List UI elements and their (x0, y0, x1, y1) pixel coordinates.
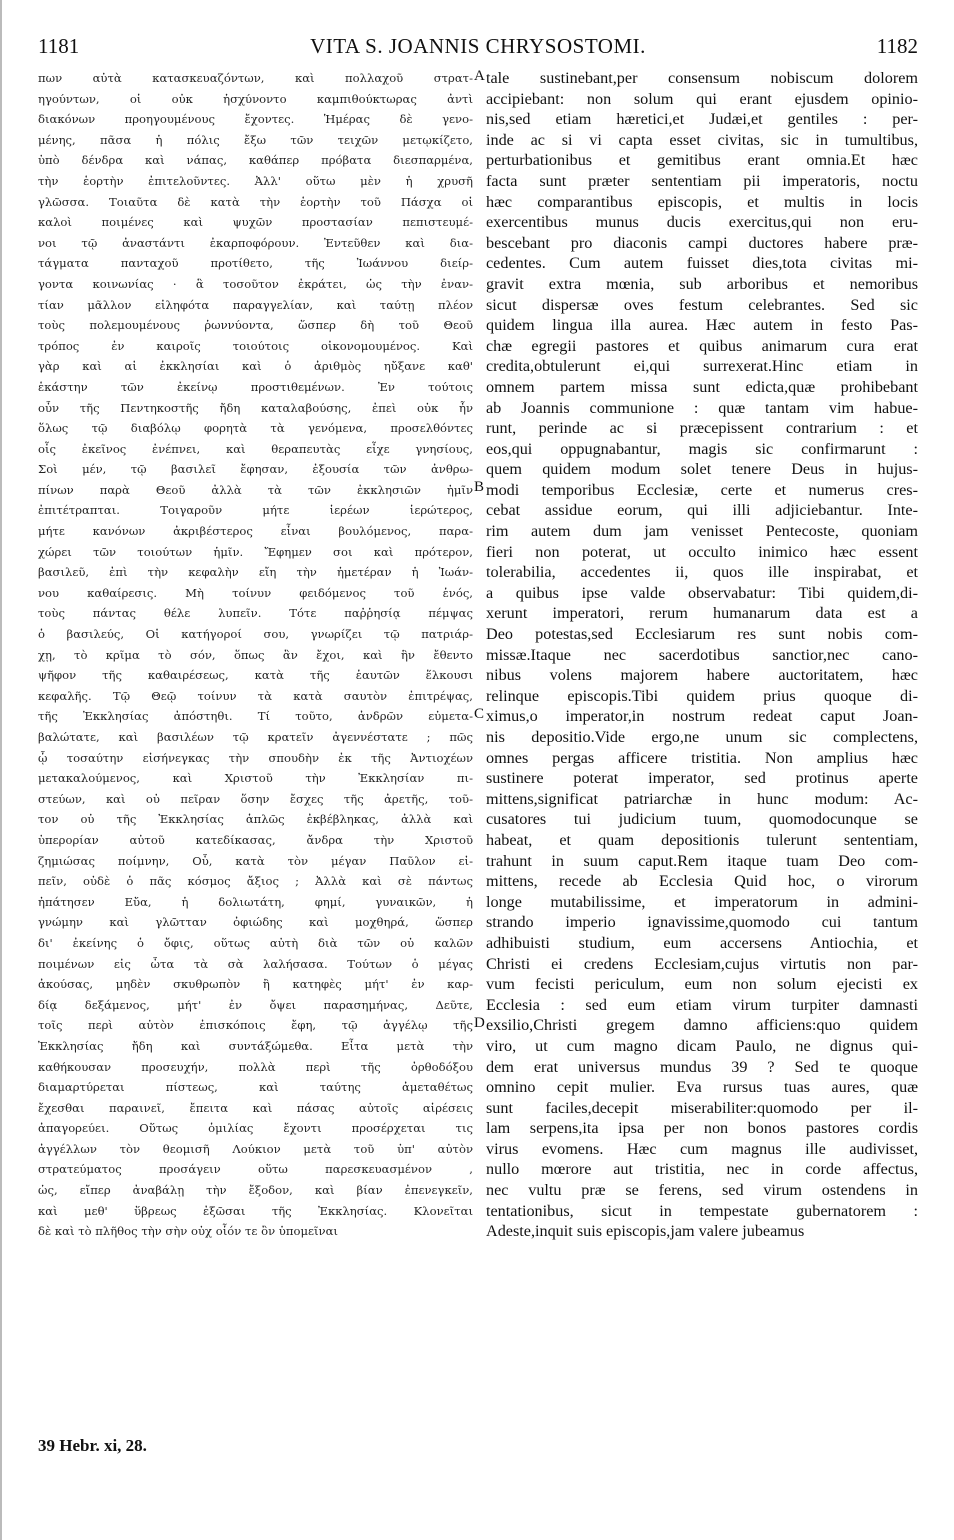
latin-text-line: Ecclesia : sed eum etiam virum turpiter damnasti (486, 995, 918, 1014)
latin-text-line: cebat assidue eorum, qui illi adjiciebantur. Inte- (486, 501, 918, 520)
greek-text-line: τοὺς πολεμουμένους ῥωννύοντα, ὥσπερ δὴ τοῦ Θεοῦ (38, 318, 473, 333)
section-marker-b: B (474, 479, 485, 495)
latin-text-line: Deo potestas,sed Ecclesiarum res sunt nobis com- (486, 625, 918, 644)
latin-text-line: nis depositio.Vide ergo,ne unum sic complectens, (486, 728, 918, 746)
greek-text-line: δίᾳ δεξάμενος, μήτ' ἐν ὄψει παρασημήνας, Δεῦτε, (38, 997, 473, 1012)
section-marker-c: C (474, 706, 485, 722)
latin-text-line: Christi ei credens Ecclesiam,cujus virtutis non par- (486, 954, 918, 973)
latin-text-line: rim autem dum jam venisset Pentecoste, quoniam (486, 522, 918, 541)
latin-text-line: sunt faciles,decepit miserabiliter:quomodo per il- (486, 1098, 918, 1117)
greek-text-line: γοντα κοινωνίας · ἃ τοσοῦτον ἐκράτει, ὡς τὴν ἐναν- (38, 276, 473, 291)
greek-text-line: μετακαλούμενος, καὶ Χριστοῦ τὴν Ἐκκλησίαν πι- (38, 771, 473, 786)
latin-text-line: sustinere poterat imperator, sed protinus aperte (486, 769, 918, 788)
greek-text-line: ηγούντων, οἱ οὐκ ἡσχύνοντο καμπιθούκτωρας ἀντὶ (38, 91, 473, 106)
latin-text-line: trahunt in suum caput.Rem itaque tuam Deo com- (486, 851, 918, 870)
greek-text-line: ἀκούσας, μηδὲν σκυθρωπὸν ἢ κατηφὲς μήτ' ἐν καρ- (38, 977, 473, 992)
greek-text-line: διαμαρτύρεται πίστεως, καὶ ταύτης ἀμεταθέτως (38, 1080, 473, 1095)
latin-text-line: hæc comparantibus episcopis, et multis in locis (486, 192, 918, 211)
greek-text-line: μήτε κανόνων ἀκριβέστερος εἶναι βουλόμενος, παρα- (38, 524, 473, 539)
latin-text-line: tolerabilia, accedentes ii, quos ille inspirabat, et (486, 563, 918, 582)
greek-text-line: ζημιώσας ποίμνην, Οὗ, κατὰ τὸν μέγαν Παῦλον εἰ- (38, 853, 473, 868)
greek-text-line: ὡς, εἴπερ ἀναβάλῃ τὴν ἔξοδον, καὶ βίαν ἐπενεγκεῖν, (38, 1183, 473, 1198)
latin-text-line: cusatores tui judicium tuum, quomodocunque se (486, 810, 918, 829)
greek-text-line: τοῖς περὶ αὐτὸν ἐπισκόποις ἔφη, τῷ ἀγγέλῳ τῆς (38, 1018, 473, 1033)
greek-text-line: πίνων παρὰ Θεοῦ ἀλλὰ τὰ τῶν ἐκκλησιῶν ἡμῖν (38, 482, 473, 497)
greek-text-line: τρόπος ἐν καιροῖς τοιούτοις οἰκονομουμένος. Καὶ (38, 338, 473, 353)
greek-text-line: Σοὶ μέν, τῷ βασιλεῖ ἔφησαν, ἐξουσία τῶν ἀνθρω- (38, 462, 473, 477)
latin-text-line: nis,sed etiam hæretici,et Judæi,et gentiles : per- (486, 110, 918, 129)
greek-text-column (38, 68, 473, 1242)
latin-text-line: gravit extra mœnia, sub arboribus et nemoribus (486, 274, 918, 293)
latin-text-line: inde ac si vi capta esset civitas, sic in tumultibus, (486, 130, 918, 149)
section-marker-d: D (474, 1015, 485, 1031)
latin-text-line: sicut dispersæ oves festum celebrantes. Sed sic (486, 295, 918, 314)
latin-text-line: ab Joannis communione : quæ tantam vim habue- (486, 398, 918, 417)
latin-text-line: facta sunt præter sententiam pii imperatoris, noctu (486, 171, 918, 190)
greek-text-line: μένης, πᾶσα ἡ πόλις ἔξω τῶν τειχῶν μετῳκίζετο, (38, 132, 473, 147)
greek-text-line: ἠπάτησεν Εὔα, ἡ δολιωτάτη, φημί, γυναικῶν, ἡ (38, 894, 473, 909)
greek-text-line: καὶ μεθ' ὕβρεως ἐξῶσαι τῆς Ἐκκλησίας. Κλονεῖται (38, 1203, 473, 1218)
greek-text-line: στρατεύματος προσάγειν οὕτω παρεσκευασμένον , (38, 1162, 473, 1177)
latin-text-line: missæ.Itaque nec sacerdotibus sanctior,nec cano- (486, 645, 918, 664)
latin-text-line: longe mutabilissime, et imperatorum in admini- (486, 892, 918, 911)
greek-text-line: χῃ, τὸ κρῖμα τὸ σόν, ὅπως ἂν ἔχοι, καὶ ἣν ἔθεντο (38, 647, 473, 662)
latin-text-line: bescebant pro diaconis campi ductores habere præ- (486, 233, 918, 252)
greek-text-line: βασιλεῦ, ἐπὶ τὴν κεφαλὴν εἴη τὴν ἡμετέραν ἡ Ἰωάν- (38, 565, 473, 580)
latin-text-column (486, 68, 918, 1242)
latin-text-line: modi temporibus Ecclesiæ, certe et numerus cres- (486, 480, 918, 499)
greek-text-line: τοὺς πάντας θέλε λυπεῖν. Τότε παῤῥησίᾳ πέμψας (38, 606, 473, 621)
latin-text-line: xerunt imperatori, rerum humanarum data est a (486, 604, 918, 623)
greek-text-line: γνώμην καὶ γλῶτταν ὀφιώδης καὶ μοχθηρά, ὥσπερ (38, 915, 473, 930)
latin-text-line: mittens, recede ab Ecclesia Quid hoc, o virorum (486, 872, 918, 891)
greek-text-line: Ἐκκλησίας ἤδη καὶ συντάξώμεθα. Εἶτα μετὰ τὴν (38, 1038, 473, 1053)
greek-text-line: πεῖν, οὐδὲ ὁ πᾶς κόσμος ἄξιος ; Ἀλλὰ καὶ σὲ πάντως (38, 874, 473, 889)
greek-text-line: οἷς ἐκεῖνος ἐνέπνει, καὶ θεραπευτὰς εἶχε γνησίους, (38, 441, 473, 456)
greek-text-line: ἔχεσθαι παραινεῖ, ἔπειτα καὶ πάσας αὐτοῖς αἱρέσεις (38, 1100, 473, 1115)
latin-text-line: vum fecisti periculum, eum non solum ejecisti ex (486, 975, 918, 994)
greek-text-line: ὅλως τῷ διαβόλῳ φορητὰ τὰ γενόμενα, προσελθόντες (38, 421, 473, 436)
greek-text-line: τὴν ἑορτὴν ἐπιτελοῦντες. Ἀλλ' οὕτω μὲν ἡ χρυσῆ (38, 173, 473, 188)
latin-text-line: chæ egregii pastores et quibus animarum cura erat (486, 336, 918, 355)
latin-text-line: habeat, et quam depositionis tulerunt sententiam, (486, 830, 918, 849)
greek-text-line: κεφαλῆς. Τῷ Θεῷ τοίνυν τὰ κατὰ σαυτὸν ἐπιτρέψας, (38, 688, 473, 703)
latin-text-line: nibus volens majorem habere auctoritatem, hæc (486, 666, 918, 685)
running-header (38, 34, 918, 64)
latin-text-line: perturbationibus et gemitibus erant omnia.Et hæc (486, 151, 918, 170)
running-title: VITA S. JOANNIS CHRYSOSTOMI. (310, 34, 646, 58)
greek-text-line: τον οὐ τῆς Ἐκκλησίας ἁπλῶς ἐκβέβληκας, ἀλλὰ καὶ (38, 812, 473, 827)
latin-text-line: quidem lingua illa aurea. Hæc autem in festo Pas- (486, 316, 918, 335)
greek-text-line: ὑπερορίαν αὐτοῦ κατεδίκασας, ἄνδρα τὴν Χριστοῦ (38, 832, 473, 847)
latin-text-line: viro, ut cum magno dicam Paulo, ne dignus qui- (486, 1036, 918, 1055)
page-spine-edge (0, 0, 2, 1540)
greek-text-line: ἀγγέλλων τὸν θεομισῆ Λούκιον μετὰ τοῦ ὑπ' αὐτὸν (38, 1141, 473, 1156)
greek-text-line: γλῶσσα. Τοιαῦτα δὲ κατὰ τὴν ἑορτὴν τοῦ Πάσχα οἱ (38, 194, 473, 209)
latin-text-line: tale sustinebant,per consensum nobiscum dolorem (486, 69, 918, 87)
latin-text-line: omnino cepit mulier. Eva rursus tuas aures, quæ (486, 1078, 918, 1097)
latin-text-line: Adeste,inquit suis episcopis,jam valere jubeamus (486, 1222, 805, 1241)
greek-text-line: χώρει τῶν τοιούτων ἡμῖν. Ἔφημεν σοι καὶ πρότερον, (38, 544, 473, 559)
latin-text-line: omnes pergas afficere tristitia. Non amplius hæc (486, 748, 918, 767)
latin-text-line: omnem partem missa sunt edicta,quæ prohibebant (486, 377, 918, 396)
greek-text-line: νου καθαίρεσις. Μὴ τοίνυν φειδόμενος τοῦ ἑνός, (38, 585, 473, 600)
greek-text-line: ὑπὸ δένδρα καὶ νάπας, καθάπερ πρόβατα διεσπαρμένα, (38, 153, 473, 168)
left-page-number: 1181 (38, 34, 80, 58)
greek-text-line: τάγματα πανταχοῦ προτίθετο, τῆς Ἰωάννου διείρ- (38, 256, 473, 271)
latin-text-line: quem quidem modum solet tenere Deus in hujus- (486, 460, 918, 479)
greek-text-line: καλοὶ ποιμένες καὶ ψυχῶν προστασίαν πεπιστευμέ- (38, 215, 473, 230)
greek-text-line: ἐπιτέτραπται. Τοιγαροῦν μήτε ἱερέων ἱερώτερος, (38, 503, 473, 518)
section-marker-a: A (474, 68, 485, 84)
latin-text-line: accipiebant: non solum qui erant ejusdem opinio- (486, 89, 918, 108)
latin-text-line: ximus,o imperator,in nostrum redeat caput Joan- (486, 707, 918, 726)
greek-text-line: ἑκάστην τῶν ἐκείνῳ προστιθεμένων. Ἐν τούτοις (38, 379, 473, 394)
greek-text-line: γὰρ καὶ αἱ ἐκκλησίαι καὶ ὁ ἀριθμὸς ηὔξανε καθ' (38, 359, 473, 374)
latin-text-line: cedentes. Cum autem fuisset dies,tota civitas mi- (486, 254, 918, 273)
latin-text-line: mittens,significat patriarchæ in hunc modum: Ac- (486, 789, 918, 808)
latin-text-line: relinque episcopis.Tibi quidem prius quoque di- (486, 686, 918, 705)
latin-text-line: credita,obtulerunt ei,qui surrexerat.Hinc etiam in (486, 357, 918, 376)
greek-text-line: νοι τῷ ἀναστάντι ἐκαρποφόρουν. Ἐντεῦθεν καὶ δια- (38, 235, 473, 250)
greek-text-line: οὖν τῆς Πεντηκοστῆς ἤδη καταλαβούσης, ἐπεὶ οὐκ ἦν (38, 400, 473, 415)
greek-text-line: πων αὐτὰ κατασκευαζόντων, καὶ πολλαχοῦ στρατ- (38, 71, 473, 85)
latin-text-line: lam serpens,ita ipsa per non bonos pastores cordis (486, 1119, 918, 1138)
greek-text-line: δι' ἐκείνης ὁ ὄφις, οὕτως αὐτὴ διὰ τῶν οὐ καλῶν (38, 935, 473, 950)
greek-text-line: δὲ καὶ τὸ πλῆθος τὴν σὴν οὐχ οἷόν τε ὂν ὑπομεῖναι (38, 1224, 338, 1239)
latin-text-line: strando imperio ignavissime,quomodo cui tantum (486, 913, 918, 932)
latin-text-line: nec vultu præ se ferens, sed virum ostendens in (486, 1181, 918, 1200)
latin-text-line: fieri non poterat, ut occulto inimico hæc essent (486, 542, 918, 561)
greek-text-line: ποιμένων εἰς ὦτα τὰ σὰ λαλήσασα. Τούτων ὁ μέγας (38, 956, 473, 971)
greek-text-line: διακόνων προηγουμένους ἔχοντες. Ἡμέρας δὲ γενο- (38, 112, 473, 127)
right-page-number: 1182 (876, 34, 918, 58)
greek-text-line: ὁ βασιλεύς, Οἱ κατήγοροί σου, γνωρίζει τῷ πατριάρ- (38, 627, 473, 642)
latin-text-line: tentationibus, sicut in tempestate gubernatorem : (486, 1201, 918, 1220)
greek-text-line: καθήκουσαν προσευχήν, πολλὰ περὶ τῆς ὀρθοδόξου (38, 1059, 473, 1074)
latin-text-line: exercentibus munus ducis exercitus,qui non eru- (486, 213, 918, 232)
latin-text-line: dem erat universus mundus 39 ? Sed te quoque (486, 1057, 918, 1076)
latin-text-line: a quibus ipse valde observabatur: Tibi quidem,di- (486, 583, 918, 602)
latin-text-line: virus evomens. Hæc cum magnus ille audivisset, (486, 1139, 918, 1158)
latin-text-line: adhibuisti studium, eum accersens Antiochia, et (486, 933, 918, 952)
greek-text-line: ᾧ τοσαύτην εἰσήνεγκας τὴν σπουδὴν ἐκ τῆς Ἀντιοχέων (38, 750, 473, 765)
greek-text-line: βαλώτατε, καὶ βασιλέων τῷ κρατεῖν ἀγεννέστατε ; πῶς (38, 730, 473, 744)
latin-text-line: exsilio,Christi gregem damno afficiens:quo quidem (486, 1016, 918, 1035)
latin-text-line: eos,qui oppugnabantur, magis sic confirmarunt : (486, 439, 918, 458)
greek-text-line: στεύων, καὶ οὐ πεῖραν ὅσην ἔσχες τῆς ἀρετῆς, τοῦ- (38, 791, 473, 806)
greek-text-line: τίαν μᾶλλον εἰληφότα παραγγελίαν, καὶ ταύτῃ πλέον (38, 297, 473, 312)
greek-text-line: τῆς Ἐκκλησίας ἀπόστηθι. Τί τοῦτο, ἀνδρῶν εὐμετα- (38, 709, 473, 724)
footnote: 39 Hebr. xi, 28. (38, 1436, 147, 1455)
greek-text-line: ἀπαγορεύει. Οὕτως ὁμιλίας ἔχοντι προσέρχεται τις (38, 1121, 473, 1136)
greek-text-line: ψῆφον τῆς καθαιρέσεως, κατὰ τῆς ἑαυτῶν ἕλκουσι (38, 668, 473, 683)
latin-text-line: runt, perinde ac si præcepissent contrarium : et (486, 419, 918, 438)
latin-text-line: nullo mœrore aut tristitia, nec in corde affectus, (486, 1160, 918, 1179)
